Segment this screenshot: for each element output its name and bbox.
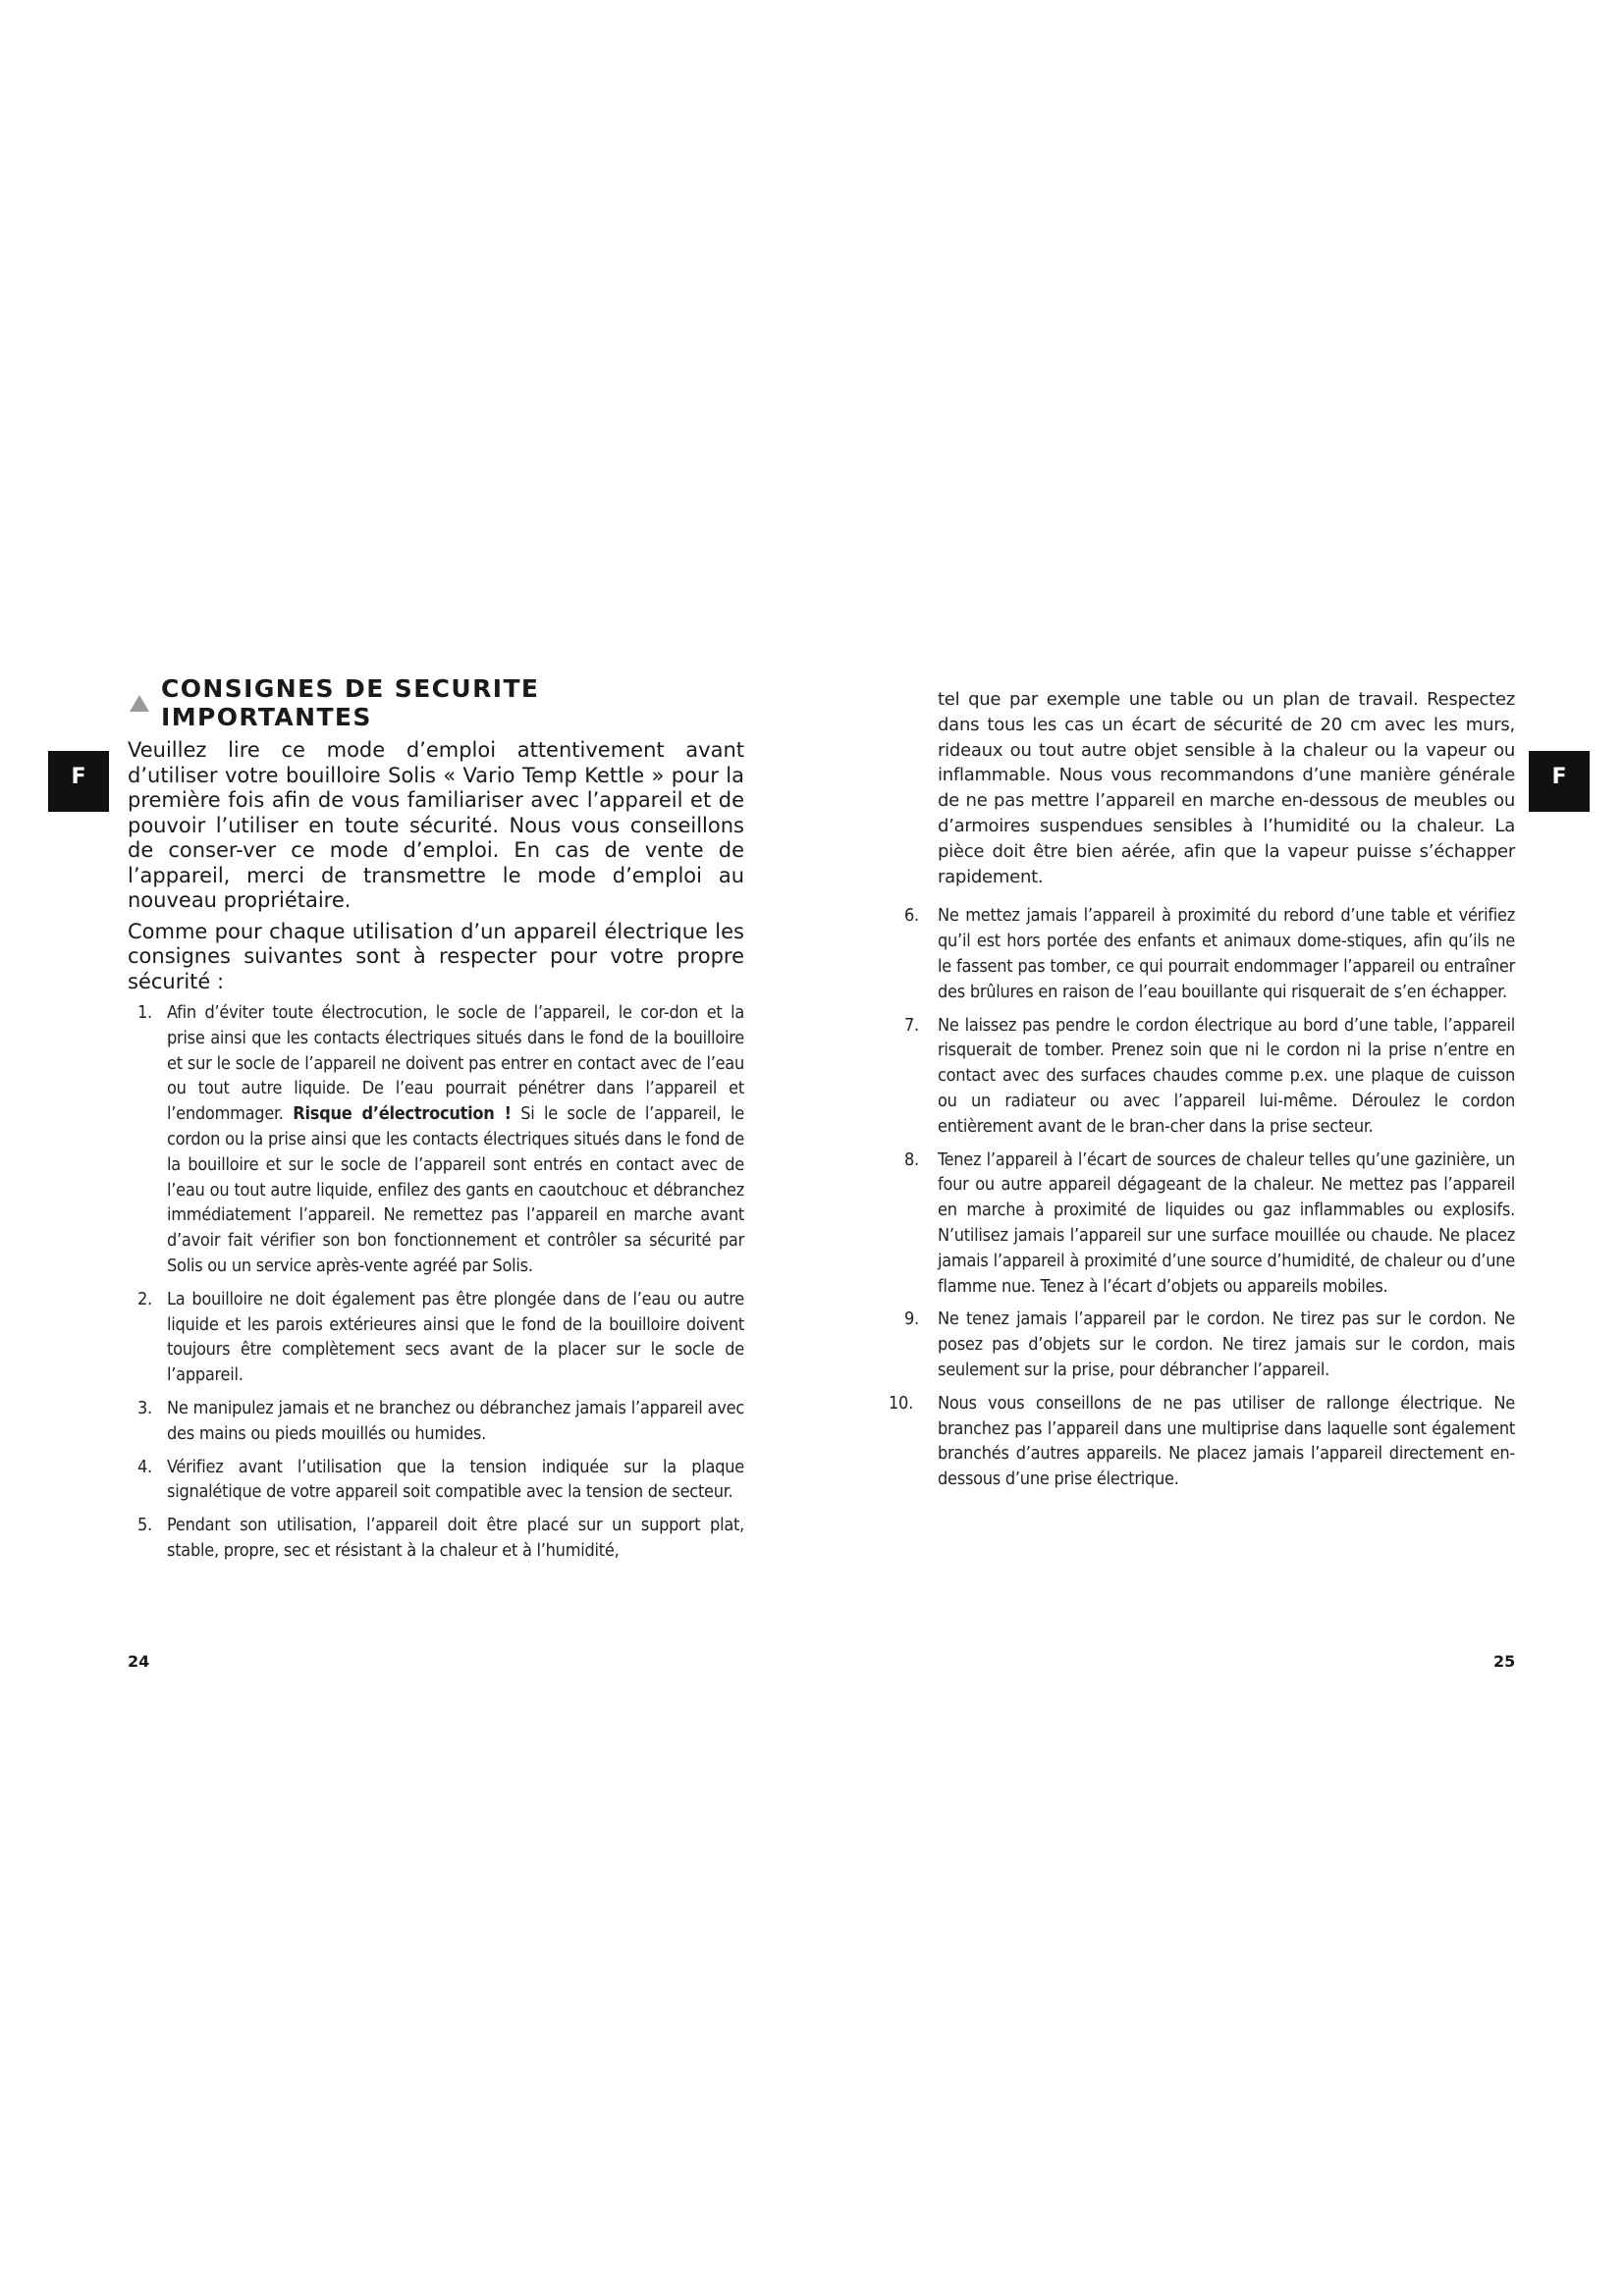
list-item <box>898 903 1515 1004</box>
list-item-number: 7. <box>904 1014 919 1036</box>
list-item-text: Pendant son utilisation, l’appareil doit être placé sur un support plat, stable, propre, sec et résistant à la chaleur et à l’humidité, <box>167 1515 744 1561</box>
section-title-text: CONSIGNES DE SECURITE IMPORTANTES <box>161 674 540 731</box>
list-item-text: La bouilloire ne doit également pas être plongée dans de l’eau ou autre liquide et les parois extérieures ainsi que le fond de la bouilloire doivent toujours être complètement secs avant de la placer sur le socle de l’appareil. <box>167 1288 744 1386</box>
list-item <box>898 1013 1515 1140</box>
page-number-right: 25 <box>1493 1652 1516 1671</box>
list-item-text: Nous vous conseillons de ne pas utiliser de rallonge électrique. Ne branchez pas l’appareil dans une multiprise dans laquelle sont également branchés d’autres appareils. Ne placez jamais l’appareil directement en-dessous d’une prise électrique. <box>938 1392 1515 1490</box>
list-item-text: Tenez l’appareil à l’écart de sources de chaleur telles qu’une gazinière, un four ou autre appareil dégageant de la chaleur. Ne mettez pas l’appareil en marche à proximité de liquides ou gaz inflammables ou explosifs. N’utilisez jamais l’appareil sur une surface mouillée ou chaude. Ne placez jamais l’appareil à proximité d’une source d’humidité, de chaleur ou d’une flamme nue. Tenez à l’écart d’objets ou appareils mobiles. <box>938 1148 1515 1297</box>
list-item-number: 1. <box>137 1002 152 1023</box>
list-item-number: 2. <box>137 1288 152 1309</box>
section-title <box>128 674 744 731</box>
list-item-number: 9. <box>904 1308 919 1330</box>
list-item <box>137 1396 744 1447</box>
left-page-column <box>128 674 744 1572</box>
list-item-text: Ne tenez jamais l’appareil par le cordon. Ne tirez pas sur le cordon. Ne posez pas d’objets sur le cordon. Ne tirez jamais sur le cordon, mais seulement sur la prise, pour débrancher l’appareil. <box>938 1308 1515 1380</box>
list-item <box>898 1307 1515 1382</box>
list-item <box>137 1455 744 1506</box>
intro-paragraph-2: Comme pour chaque utilisation d’un appareil électrique les consignes suivantes sont à respecter pour votre propre sécurité : <box>128 919 744 993</box>
list-item <box>137 1287 744 1388</box>
safety-list-right <box>889 903 1515 1492</box>
language-tab-right: F <box>1529 751 1590 812</box>
list-item <box>898 1148 1515 1300</box>
language-tab-left: F <box>48 751 109 812</box>
list-item-number: 6. <box>904 905 919 927</box>
list-item <box>137 1000 744 1279</box>
list-item-text: Ne laissez pas pendre le cordon électrique au bord d’une table, l’appareil risquerait de tomber. Prenez soin que ni le cordon ni la prise n’entre en contact avec des surfaces chaudes comme p.ex. une plaque de cuisson ou un radiateur ou avec l’appareil lui-même. Déroulez le cordon entièrement avant de le bran-cher dans la prise secteur. <box>938 1014 1515 1137</box>
list-item-text: Ne manipulez jamais et ne branchez ou débranchez jamais l’appareil avec des mains ou pieds mouillés ou humides. <box>167 1397 744 1444</box>
list-item-text: Vérifiez avant l’utilisation que la tension indiquée sur la plaque signalétique de votre appareil soit compatible avec la tension de secteur. <box>167 1456 744 1503</box>
page-number-left: 24 <box>128 1652 150 1671</box>
list-item-text: Afin d’éviter toute électrocution, le socle de l’appareil, le cor-don et la prise ainsi que les contacts électriques situés dans le fond de la bouilloire et sur le socle de l’appareil ne doivent pas entrer en contact avec de l’eau ou tout autre liquide. De l’eau pourrait pénétrer dans l’appareil et l’endommager. <box>167 1002 744 1125</box>
continuation-paragraph: tel que par exemple une table ou un plan de travail. Respectez dans tous les cas un écart de sécurité de 20 cm avec les murs, rideaux ou tout autre objet sensible à la chaleur ou la vapeur ou inflammable. Nous vous recommandons d’une manière générale de ne pas mettre l’appareil en marche en-dessous de meubles ou d’armoires suspendues sensibles à l’humidité ou la chaleur. La pièce doit être bien aérée, afin que la vapeur puisse s’échapper rapidement. <box>938 689 1515 887</box>
warning-triangle-icon <box>130 695 149 712</box>
list-item-warning: Risque d’électrocution ! <box>293 1103 512 1125</box>
safety-list-left <box>128 1000 744 1564</box>
list-item-number: 4. <box>137 1456 152 1477</box>
list-item-number: 5. <box>137 1515 152 1536</box>
list-item <box>137 1513 744 1564</box>
right-page-column <box>889 687 1515 1500</box>
list-item-text: Ne mettez jamais l’appareil à proximité du rebord d’une table et vérifiez qu’il est hors portée des enfants et animaux dome-stiques, afin qu’ils ne le fassent pas tomber, ce qui pourrait endommager l’appareil ou entraîner des brûlures en raison de l’eau bouillante qui risquerait de s’en échapper. <box>938 905 1515 1002</box>
intro-paragraph: Veuillez lire ce mode d’emploi attentivement avant d’utiliser votre bouilloire Solis « Vario Temp Kettle » pour la première fois afin de vous familiariser avec l’appareil et de pouvoir l’utiliser en toute sécurité. Nous vous conseillons de conser-ver ce mode d’emploi. En cas de vente de l’appareil, merci de transmettre le mode d’emploi au nouveau propriétaire. <box>128 738 744 912</box>
list-item-text: Si le socle de l’appareil, le cordon ou la prise ainsi que les contacts électriques situés dans le fond de la bouilloire et sur le socle de l’appareil sont entrés en contact avec de l’eau ou tout autre liquide, enfilez des gants en caoutchouc et débranchez immédiatement l’appareil. Ne remettez pas l’appareil en marche avant d’avoir fait vérifier son bon fonctionnement et contrôler sa sécurité par Solis ou un service après-vente agréé par Solis. <box>167 1103 744 1276</box>
list-item-number: 10. <box>889 1392 913 1414</box>
list-item-number: 3. <box>137 1397 152 1418</box>
list-item-number: 8. <box>904 1148 919 1170</box>
list-item <box>889 1391 1515 1492</box>
